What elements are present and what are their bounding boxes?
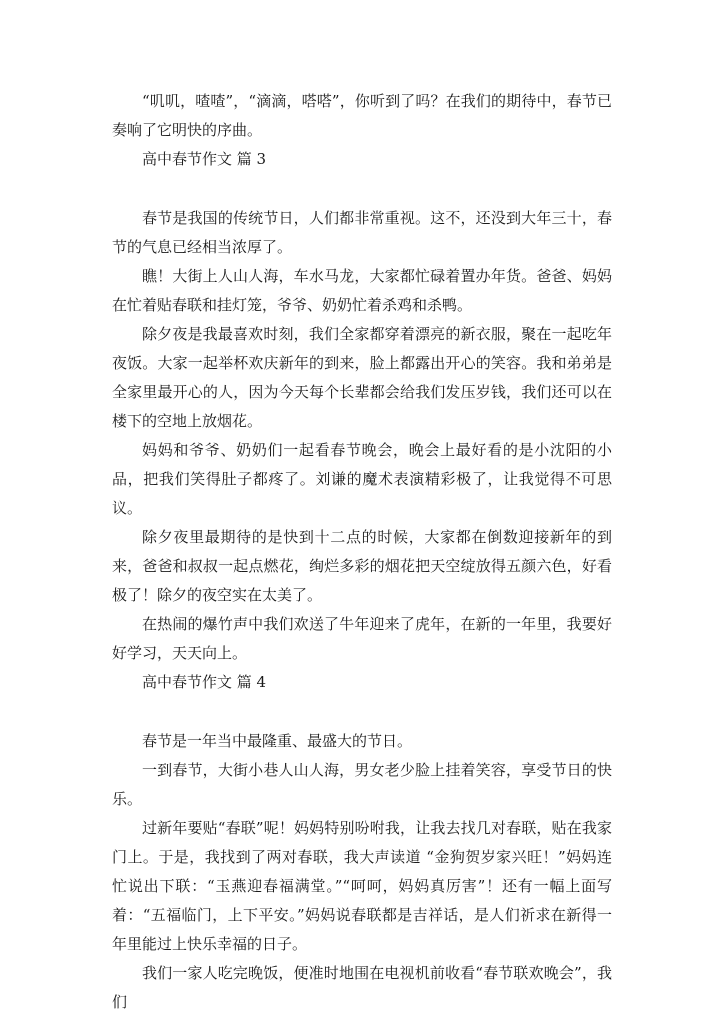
paragraph: 春节是一年当中最隆重、最盛大的节日。 <box>142 732 413 750</box>
paragraph: 瞧！大街上人山人海，车水马龙，大家都忙碌着置办年货。爸爸、妈妈在忙着贴春联和挂灯笼，爷爷、奶奶忙着杀鸡和杀鸭。 <box>112 267 612 314</box>
paragraph: 春节是我国的传统节日，人们都非常重视。这不，还没到大年三十，春节的气息已经相当浓厚了。 <box>112 209 612 256</box>
section-heading: 高中春节作文 篇 3 <box>142 150 267 168</box>
section-heading: 高中春节作文 篇 4 <box>142 673 267 691</box>
section-spacer <box>112 174 612 204</box>
paragraph: 一到春节，大街小巷人山人海，男女老少脸上挂着笑容，享受节日的快乐。 <box>112 761 612 808</box>
paragraph: 过新年要贴“春联”呢！妈妈特别吩咐我，让我去找几对春联，贴在我家门上。于是，我找到了两对春联，我大声读道 “金狗贺岁家兴旺！”妈妈连忙说出下联：“玉燕迎春福满堂。”“呵呵，妈妈真厉害”！还有一幅上面写着：“五福临门，上下平安。”妈妈说春联都是吉祥话，是人们祈求在新得一年里能过上快乐幸福的日子。 <box>112 819 612 953</box>
paragraph: 我们一家人吃完晚饭，便准时地围在电视机前收看“春节联欢晚会”，我们 <box>112 964 612 1011</box>
paragraph: “叽叽，喳喳”，“滴滴，嗒嗒”，你听到了吗？在我们的期待中，春节已奏响了它明快的序曲。 <box>112 92 612 139</box>
paragraph: 妈妈和爷爷、奶奶们一起看春节晚会，晚会上最好看的是小沈阳的小品，把我们笑得肚子都疼了。刘谦的魔术表演精彩极了，让我觉得不可思议。 <box>112 441 612 517</box>
document-body <box>112 87 612 1017</box>
paragraph: 除夕夜里最期待的是快到十二点的时候，大家都在倒数迎接新年的到来，爸爸和叔叔一起点燃花，绚烂多彩的烟花把天空绽放得五颜六色，好看极了！除夕的夜空实在太美了。 <box>112 528 612 604</box>
paragraph: 在热闹的爆竹声中我们欢送了牛年迎来了虎年，在新的一年里，我要好好学习，天天向上。 <box>112 615 612 662</box>
paragraph: 除夕夜是我最喜欢时刻，我们全家都穿着漂亮的新衣服，聚在一起吃年夜饭。大家一起举杯欢庆新年的到来，脸上都露出开心的笑容。我和弟弟是全家里最开心的人，因为今天每个长辈都会给我们发压岁钱，我们还可以在楼下的空地上放烟花。 <box>112 325 612 430</box>
section-spacer <box>112 697 612 727</box>
